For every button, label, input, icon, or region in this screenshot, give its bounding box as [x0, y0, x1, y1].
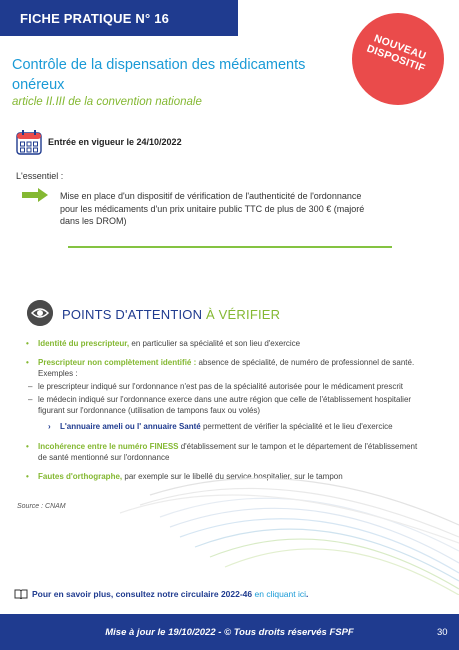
section-title-main: POINTS D'ATTENTION [62, 307, 203, 322]
essential-text: Mise en place d'un dispositif de vérification de l'authenticité de l'ordonnance pour les médicaments d'un prix unitaire public TTC de plus de 300 € (majoré dans les DROM) [60, 191, 365, 226]
fiche-number: FICHE PRATIQUE N° 16 [20, 11, 170, 26]
point-bold: Fautes d'orthographe, [38, 472, 123, 481]
annuaire-link[interactable]: L'annuaire ameli ou l' annuaire Santé [60, 422, 201, 431]
list-item: • Identité du prescripteur, en particulier sa spécialité et son lieu d'exercice [26, 339, 301, 348]
eye-icon [27, 300, 53, 326]
source-note: Source : CNAM [17, 503, 66, 510]
section-divider [68, 246, 392, 248]
section-title [62, 307, 280, 322]
footer [0, 614, 459, 650]
more-info-text: Pour en savoir plus, consultez notre circulaire 2022-46 [32, 589, 255, 599]
arrow-right-icon [22, 188, 48, 202]
more-info [32, 589, 308, 599]
page-title: Contrôle de la dispensation des médicaments onéreux [12, 57, 306, 93]
circular-link[interactable]: en cliquant ici [254, 589, 307, 599]
fiche-banner [0, 0, 238, 36]
sub-item: – le prescripteur indiqué sur l'ordonnance n'est pas de la spécialité autorisée pour le médicament prescrit [28, 382, 404, 391]
point-bold: Incohérence entre le numéro FINESS [38, 442, 179, 451]
calendar-icon [16, 129, 42, 155]
point-text: par exemple sur le libellé du service hospitalier, sur le tampon [122, 472, 343, 481]
page-number: 30 [437, 627, 448, 638]
new-badge [352, 13, 444, 105]
sub-item-text: le prescripteur indiqué sur l'ordonnance n'est pas de la spécialité autorisée pour le médicament prescrit [38, 382, 404, 391]
annuaire-reference [22, 421, 427, 432]
sub-item-text: le médecin indiqué sur l'ordonnance exerce dans une autre région que celle de l'établissement hospitalier figurant sur l'ordonnance (utilisation de tampons faux ou volés) [38, 395, 412, 415]
new-badge-text: NOUVEAU DISPOSITIF [365, 32, 428, 75]
effective-date: Entrée en vigueur le 24/10/2022 [48, 137, 182, 147]
point-bold: Prescripteur non complètement identifié : [38, 358, 197, 367]
footer-text: Mise à jour le 19/10/2022 - © Tous droits réservés FSPF [105, 627, 354, 638]
more-info-end: . [306, 589, 309, 599]
list-item: • Incohérence entre le numéro FINESS d'établissement sur le tampon et le département de l'établissement de santé mentionné sur l'ordonnance [26, 442, 418, 462]
point-bold: Identité du prescripteur, [38, 339, 130, 348]
book-icon [14, 589, 28, 599]
decorative-waves [0, 455, 459, 595]
chevron-right-icon: › [48, 422, 51, 431]
list-item: • Fautes d'orthographe, par exemple sur le libellé du service hospitalier, sur le tampon [26, 472, 343, 481]
point-text: d'établissement sur le tampon et le département de l'établissement de santé mentionné sur l'ordonnance [38, 442, 418, 462]
essential-label: L'essentiel : [16, 171, 64, 181]
annuaire-text: permettent de vérifier la spécialité et le lieu d'exercice [200, 422, 393, 431]
page-subtitle: article II.III de la convention nationale [12, 96, 202, 108]
sub-item: – le médecin indiqué sur l'ordonnance exerce dans une autre région que celle de l'établissement hospitalier figurant sur l'ordonnance (utilisation de tampons faux ou volés) [28, 395, 412, 415]
list-item: • Prescripteur non complètement identifié : absence de spécialité, de numéro de professionnel de santé. Exemples : [26, 358, 415, 378]
point-text: absence de spécialité, de numéro de professionnel de santé. Exemples : [38, 358, 415, 378]
section-title-accent: À VÉRIFIER [206, 307, 281, 322]
point-text: en particulier sa spécialité et son lieu d'exercice [129, 339, 301, 348]
